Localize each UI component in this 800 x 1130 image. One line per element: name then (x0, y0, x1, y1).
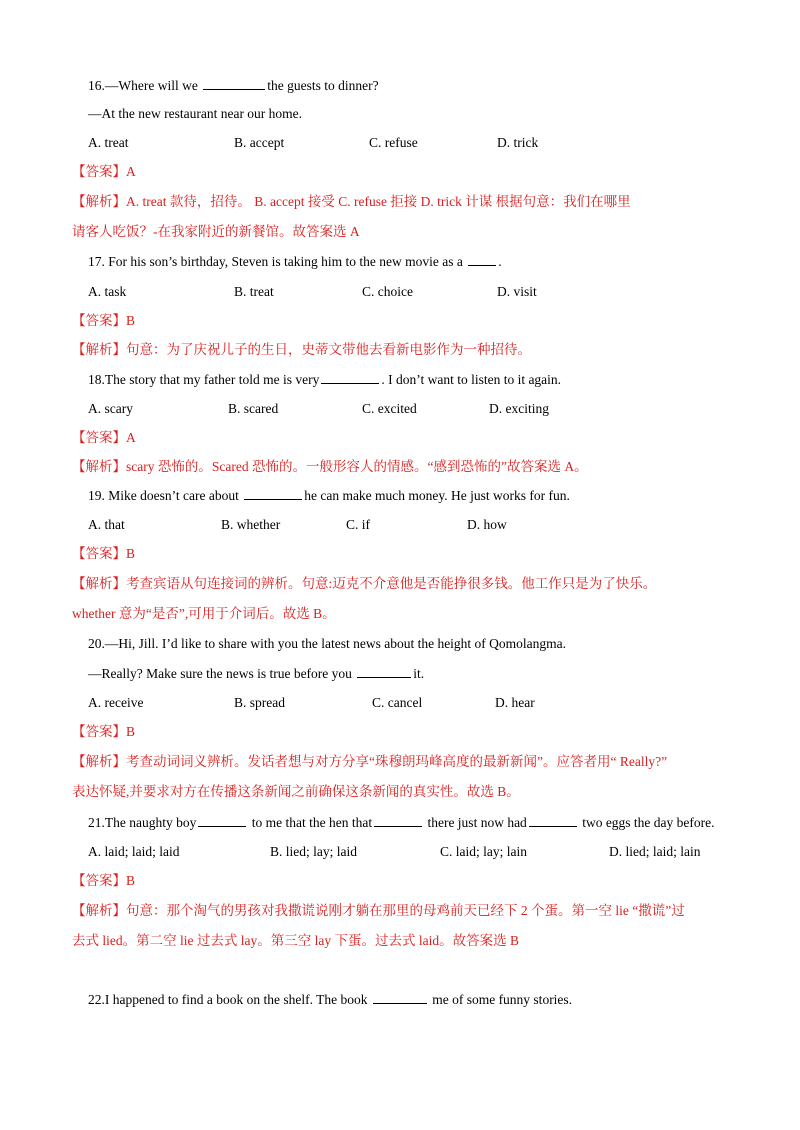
question-16-stem (88, 76, 379, 96)
answer-blank (529, 814, 577, 827)
answer-label: 【答案】A (72, 430, 136, 445)
option-d: D. how (467, 517, 507, 532)
stem-text: 21.The naughty boy (88, 815, 197, 830)
option-c: C. laid; lay; lain (440, 844, 527, 859)
analysis-text: 请客人吃饭？-在我家附近的新餐馆。故答案选 A (72, 224, 360, 239)
answer-blank (203, 77, 265, 90)
analysis-text: 【解析】句意：那个淘气的男孩对我撒谎说刚才躺在那里的母鸡前天已经下 2 个蛋。第一空 lie “撒谎”过 (72, 903, 685, 918)
option-c: C. if (346, 517, 371, 532)
question-21-stem (88, 813, 715, 833)
option-a: A. scary (88, 401, 133, 416)
analysis-text: 【解析】考查宾语从句连接词的辨析。句意:迈克不介意他是否能挣很多钱。他工作只是为了快乐。 (72, 576, 657, 591)
option-a: A. receive (88, 695, 144, 710)
option-c: C. cancel (372, 695, 423, 710)
stem-text: the guests to dinner? (267, 78, 379, 93)
option-a: A. that (88, 517, 125, 532)
option-b: B. spread (234, 695, 285, 710)
stem-text: 20.—Hi, Jill. I’d like to share with you the latest news about the height of Qomolangma. (88, 636, 567, 651)
question-19-stem (88, 486, 570, 506)
analysis-text: whether 意为“是否”,可用于介词后。故选 B。 (72, 606, 336, 621)
stem-text: there just now had (424, 815, 527, 830)
question-22-stem (88, 990, 572, 1010)
stem-text: two eggs the day before. (578, 815, 715, 830)
option-d: D. hear (495, 695, 535, 710)
option-b: B. whether (221, 517, 281, 532)
answer-blank (468, 253, 496, 266)
answer-blank (198, 814, 246, 827)
option-a: A. laid; laid; laid (88, 844, 180, 859)
answer-blank (357, 665, 411, 678)
option-d: D. lied; laid; lain (609, 844, 701, 859)
option-b: B. lied; lay; laid (270, 844, 357, 859)
answer-blank (374, 814, 422, 827)
stem-text: 17. For his son’s birthday, Steven is taking him to the new movie as a (88, 254, 467, 269)
question-20-reply (88, 664, 424, 684)
stem-text: he can make much money. He just works for fun. (304, 488, 570, 503)
stem-text: 19. Mike doesn’t care about (88, 488, 243, 503)
answer-blank (321, 371, 379, 384)
question-20-stem (88, 634, 566, 654)
answer-blank (244, 487, 302, 500)
answer-label: 【答案】A (72, 164, 136, 179)
stem-text: it. (413, 666, 425, 681)
stem-text: me of some funny stories. (428, 992, 573, 1007)
option-a: A. treat (88, 135, 129, 150)
answer-label: 【答案】B (72, 724, 136, 739)
stem-text: . I don’t want to listen to it again. (381, 372, 562, 387)
option-c: C. choice (362, 284, 413, 299)
analysis-text: 【解析】句意：为了庆祝儿子的生日，史蒂文带他去看新电影作为一种招待。 (72, 342, 531, 357)
question-17-stem (88, 252, 502, 272)
option-c: C. refuse (369, 135, 418, 150)
option-b: B. accept (234, 135, 285, 150)
option-c: C. excited (362, 401, 417, 416)
option-d: D. visit (497, 284, 537, 299)
question-18-stem (88, 370, 561, 390)
option-d: D. trick (497, 135, 539, 150)
analysis-text: 去式 lied。第二空 lie 过去式 lay。第三空 lay 下蛋。过去式 laid。故答案选 B (72, 933, 519, 948)
answer-blank (373, 991, 427, 1004)
option-b: B. treat (234, 284, 274, 299)
stem-text: . (498, 254, 502, 269)
stem-text: 18.The story that my father told me is very (88, 372, 320, 387)
option-b: B. scared (228, 401, 279, 416)
option-d: D. exciting (489, 401, 549, 416)
stem-text: —Really? Make sure the news is true before you (88, 666, 356, 681)
option-a: A. task (88, 284, 127, 299)
stem-text: to me that the hen that (248, 815, 373, 830)
stem-text: 22.I happened to find a book on the shelf. The book (88, 992, 371, 1007)
stem-text: 16.—Where will we (88, 78, 202, 93)
answer-label: 【答案】B (72, 546, 136, 561)
answer-label: 【答案】B (72, 873, 136, 888)
analysis-text: 【解析】考查动词词义辨析。发话者想与对方分享“珠穆朗玛峰高度的最新新闻”。应答者用“ Really?” (72, 754, 668, 769)
answer-label: 【答案】B (72, 313, 136, 328)
analysis-text: 【解析】scary 恐怖的。Scared 恐怖的。一般形容人的情感。“感到恐怖的”故答案选 A。 (72, 459, 588, 474)
analysis-text: 表达怀疑,并要求对方在传播这条新闻之前确保这条新闻的真实性。故选 B。 (72, 784, 520, 799)
analysis-text: 【解析】A. treat 款待，招待。 B. accept 接受 C. refuse 拒接 D. trick 计谋 根据句意：我们在哪里 (72, 194, 631, 209)
question-16-reply: —At the new restaurant near our home. (88, 106, 303, 121)
